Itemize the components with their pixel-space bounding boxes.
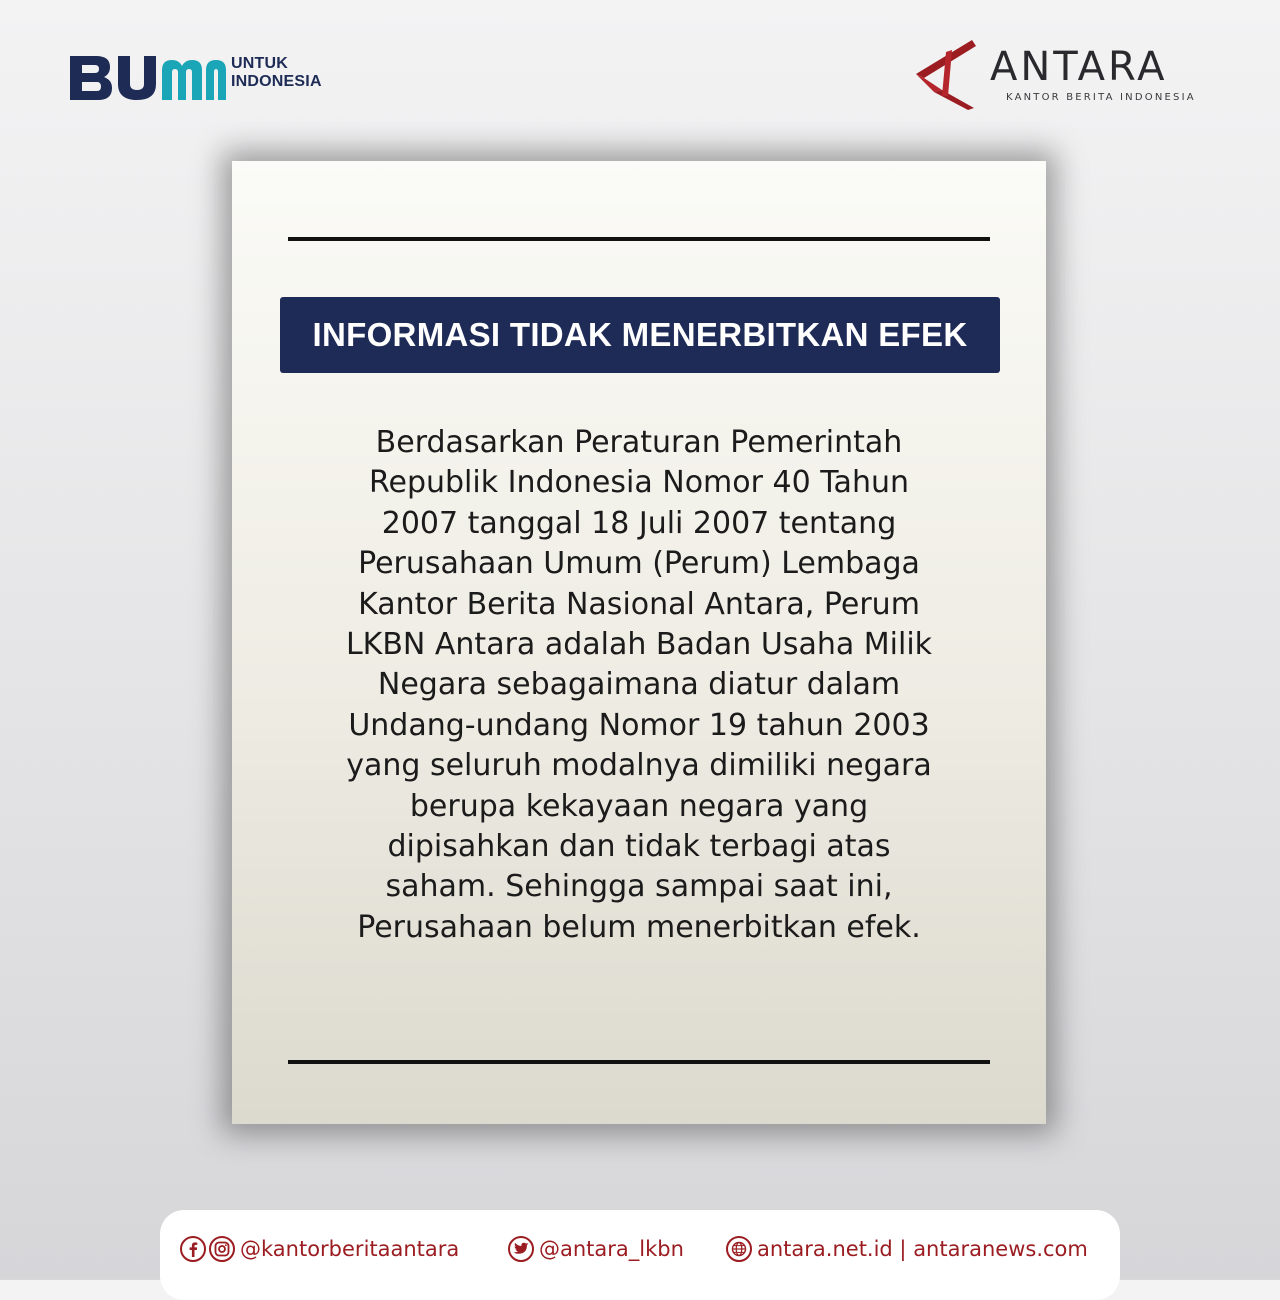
bumn-logo bbox=[68, 52, 328, 108]
body-line: yang seluruh modalnya dimiliki negara bbox=[346, 748, 932, 784]
globe-icon[interactable] bbox=[726, 1236, 752, 1262]
antara-emblem-icon bbox=[906, 38, 980, 112]
antara-subtitle: KANTOR BERITA INDONESIA bbox=[1006, 92, 1196, 103]
bottom-divider bbox=[288, 1060, 990, 1064]
body-line: 2007 tanggal 18 Juli 2007 tentang bbox=[381, 505, 897, 541]
bumn-tagline-line1: UNTUK bbox=[231, 55, 288, 72]
bumn-tagline bbox=[231, 55, 322, 91]
bumn-tagline-line2: INDONESIA bbox=[231, 73, 322, 90]
social-facebook-instagram[interactable] bbox=[180, 1234, 459, 1264]
body-line: LKBN Antara adalah Badan Usaha Milik bbox=[345, 627, 933, 663]
body-line: Undang-undang Nomor 19 tahun 2003 bbox=[348, 707, 930, 743]
card-body bbox=[272, 423, 1006, 948]
body-line: Kantor Berita Nasional Antara, Perum bbox=[358, 586, 920, 622]
bumn-mark-icon bbox=[68, 52, 228, 104]
body-line: berupa kekayaan negara yang bbox=[409, 788, 869, 824]
body-line: dipisahkan dan tidak terbagi atas bbox=[387, 829, 891, 865]
info-card bbox=[232, 161, 1046, 1124]
antara-logo bbox=[906, 38, 1218, 114]
social-twitter[interactable] bbox=[508, 1234, 684, 1264]
twitter-icon[interactable] bbox=[508, 1236, 534, 1262]
body-line: Perusahaan Umum (Perum) Lembaga bbox=[358, 546, 920, 582]
antara-wordmark: ANTARA bbox=[990, 44, 1168, 90]
title-banner bbox=[280, 297, 1000, 373]
body-line: Perusahaan belum menerbitkan efek. bbox=[357, 909, 921, 945]
twitter-handle[interactable]: @antara_lkbn bbox=[539, 1237, 684, 1261]
body-line: Berdasarkan Peraturan Pemerintah bbox=[375, 425, 903, 460]
instagram-icon[interactable] bbox=[209, 1236, 235, 1262]
facebook-instagram-handle[interactable]: @kantorberitaantara bbox=[240, 1237, 460, 1261]
social-web[interactable] bbox=[726, 1234, 1088, 1264]
body-line: Republik Indonesia Nomor 40 Tahun bbox=[369, 465, 909, 501]
website-links[interactable]: antara.net.id | antaranews.com bbox=[757, 1237, 1088, 1261]
body-line: Negara sebagaimana diatur dalam bbox=[377, 667, 901, 703]
social-footer bbox=[160, 1210, 1120, 1300]
card-title: INFORMASI TIDAK MENERBITKAN EFEK bbox=[312, 316, 968, 353]
body-line: saham. Sehingga sampai saat ini, bbox=[385, 869, 893, 905]
facebook-icon[interactable] bbox=[180, 1236, 206, 1262]
top-divider bbox=[288, 237, 990, 241]
